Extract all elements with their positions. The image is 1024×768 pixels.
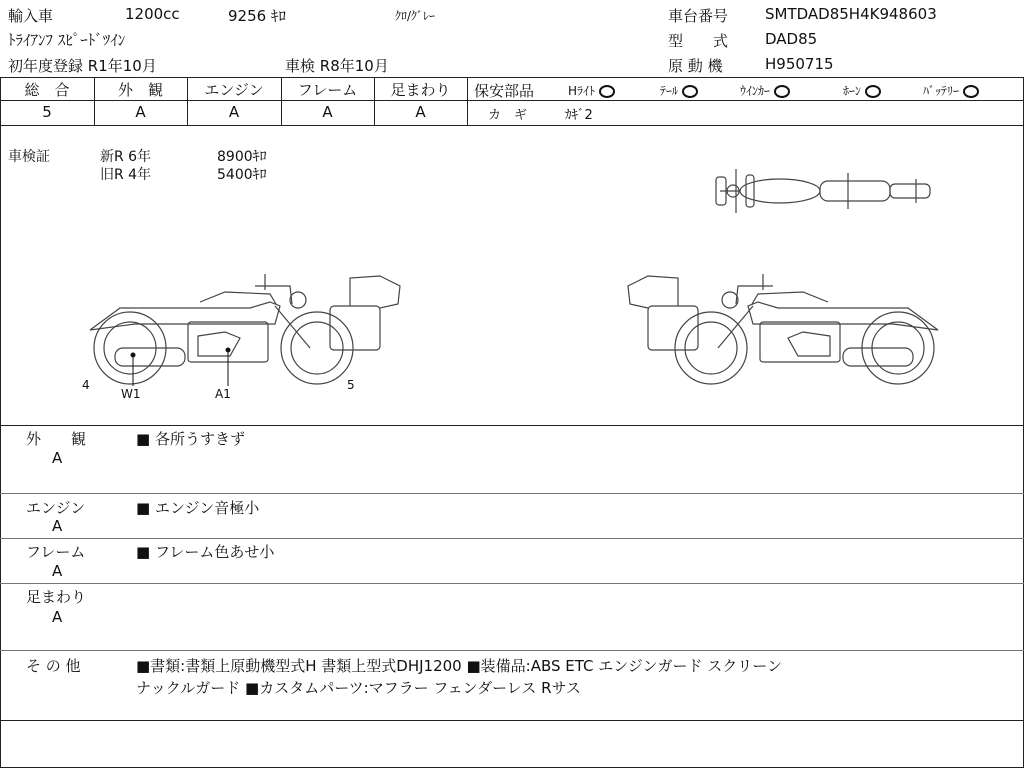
model-name: ﾄﾗｲｱﾝﾌ ｽﾋﾟｰﾄﾞﾂｲﾝ: [8, 31, 126, 49]
ok-circle-icon: [774, 85, 790, 98]
damage-marker-a1: A1: [215, 387, 231, 401]
section-note-other-line2: ナックルガード ■カスタムパーツ:マフラー フェンダーレス Rサス: [136, 679, 581, 697]
safety-item: ﾎｰﾝ: [843, 82, 881, 99]
divider: [0, 720, 1024, 721]
grade-header-frame: フレーム: [297, 81, 358, 99]
divider: [0, 650, 1024, 651]
ok-circle-icon: [599, 85, 615, 98]
divider: [0, 538, 1024, 539]
grade-header-total: 総 合: [24, 81, 70, 99]
inspection-old-value: 5400ｷﾛ: [217, 167, 267, 183]
ok-circle-icon: [963, 85, 979, 98]
damage-marker-w1: W1: [121, 387, 141, 401]
grade-value-suspension: A: [415, 103, 426, 121]
section-note-frame: ■ フレーム色あせ小: [136, 543, 275, 561]
damage-markers: [120, 340, 250, 390]
inspection-date: 車検 R8年10月: [285, 57, 389, 75]
section-grade-exterior: A: [52, 449, 63, 467]
key-label: カ ギ: [488, 108, 528, 123]
model-type-label: 型 式: [668, 32, 729, 50]
section-grade-frame: A: [52, 562, 63, 580]
divider: [467, 100, 1024, 101]
safety-item: ﾊﾞｯﾃﾘｰ: [923, 82, 979, 99]
ok-circle-icon: [865, 85, 881, 98]
safety-item: ﾃｰﾙ: [660, 82, 698, 99]
safety-item: ｳｲﾝｶｰ: [740, 82, 790, 99]
grade-value-frame: A: [322, 103, 333, 121]
grade-value-total: 5: [42, 103, 52, 121]
inspection-new-label: 新R 6年: [100, 149, 152, 165]
ok-circle-icon: [682, 85, 698, 98]
diagram-number-left: 4: [82, 378, 90, 392]
engine-no: H950715: [765, 55, 834, 73]
section-grade-suspension: A: [52, 608, 63, 626]
model-type: DAD85: [765, 30, 818, 48]
diagram-number-right: 5: [347, 378, 355, 392]
color: ｸﾛ/ｸﾞﾚｰ: [395, 9, 436, 23]
inspection-old-label: 旧R 4年: [100, 167, 152, 183]
section-title-other: そ の 他: [26, 657, 81, 675]
section-title-exterior: 外 観: [26, 430, 87, 448]
section-title-suspension: 足まわり: [26, 588, 87, 606]
grade-header-exterior: 外 観: [117, 81, 163, 99]
engine-label: 原 動 機: [668, 57, 723, 75]
safety-item: Hﾗｲﾄ: [568, 82, 615, 99]
displacement: 1200cc: [125, 5, 180, 23]
mileage: 9256 ｷﾛ: [228, 7, 286, 25]
divider: [0, 583, 1024, 584]
frame-no-label: 車台番号: [668, 7, 729, 25]
divider: [0, 125, 1024, 126]
inspection-new-value: 8900ｷﾛ: [217, 149, 267, 165]
grade-value-engine: A: [228, 103, 240, 121]
grade-header-suspension: 足まわり: [390, 81, 451, 99]
section-title-engine: エンジン: [26, 499, 86, 517]
motorcycle-top-view: [700, 163, 940, 218]
motorcycle-right-view: [618, 268, 948, 386]
grade-header-engine: エンジン: [204, 81, 264, 99]
divider: [0, 425, 1024, 426]
grade-value-exterior: A: [135, 103, 146, 121]
first-registration: 初年度登録 R1年10月: [8, 57, 157, 75]
section-note-engine: ■ エンジン音極小: [136, 499, 260, 517]
section-grade-engine: A: [52, 517, 63, 535]
divider: [467, 77, 468, 125]
safety-label: 保安部品: [474, 82, 535, 100]
section-note-exterior: ■ 各所うすきず: [136, 430, 245, 448]
frame-no: SMTDAD85H4K948603: [765, 5, 937, 23]
key-value: ｶｷﾞ2: [565, 108, 593, 123]
import-label: 輸入車: [8, 7, 54, 25]
section-note-other: ■書類:書類上原動機型式H 書類上型式DHJ1200 ■装備品:ABS ETC エンジンガード スクリーン: [136, 657, 782, 675]
section-title-frame: フレーム: [26, 543, 86, 561]
divider: [0, 100, 467, 101]
inspection-cert-label: 車検証: [8, 149, 50, 165]
divider: [0, 493, 1024, 494]
